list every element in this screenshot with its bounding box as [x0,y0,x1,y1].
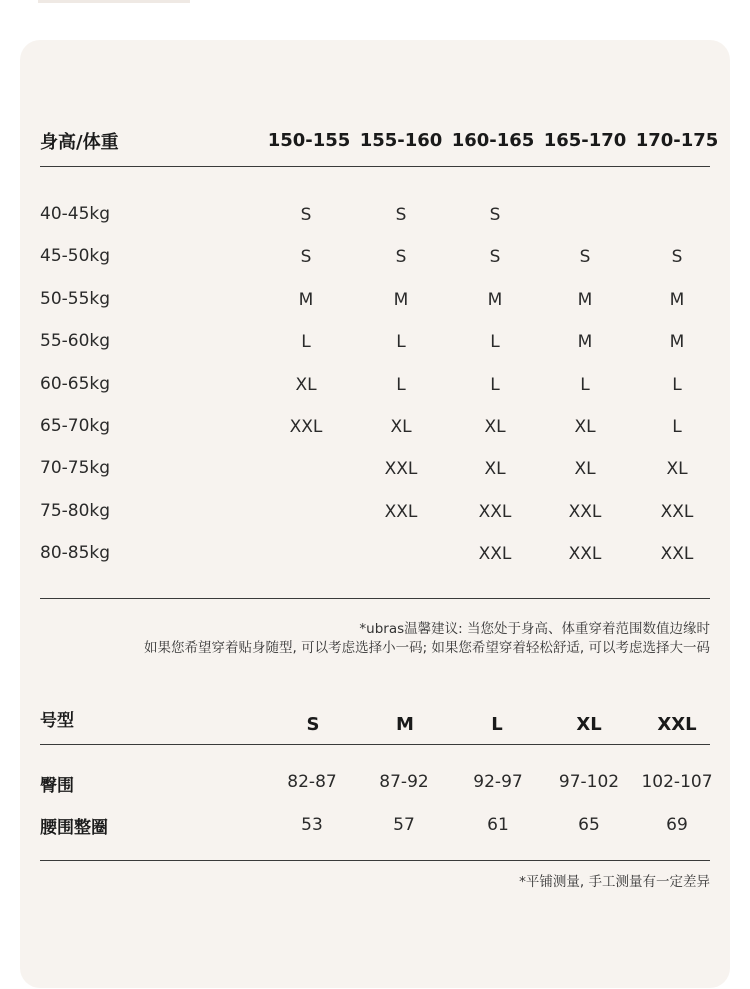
hip-value: 97-102 [558,772,620,792]
size-cell: M [577,332,593,352]
hip-value: 102-107 [641,772,713,792]
hip-label: 臀围 [40,776,74,796]
size-cell: XL [390,417,412,437]
fit-advice-note-line1: *ubras温馨建议: 当您处于身高、体重穿着范围数值边缘时 [359,621,710,637]
height-weight-corner-label: 身高/体重 [40,132,119,153]
height-range-header: 170-175 [635,130,719,151]
waist-label: 腰围整圈 [40,818,108,838]
size-cell: L [672,375,682,395]
size-cell: L [672,417,682,437]
weight-row-label: 80-85kg [40,543,111,563]
table-divider [40,598,710,599]
size-header: XXL [657,714,697,735]
size-cell: XXL [568,544,602,564]
size-cell: M [669,332,685,352]
size-cell: XL [574,459,596,479]
size-cell: L [580,375,590,395]
size-cell: XL [574,417,596,437]
size-cell: XXL [660,502,694,522]
size-cell: S [579,247,591,267]
top-decorative-strip [38,0,190,3]
size-code-corner-label: 号型 [40,711,74,731]
weight-row-label: 40-45kg [40,204,111,224]
measurements-bottom-divider [40,860,710,861]
weight-row-label: 65-70kg [40,416,111,436]
height-range-header: 160-165 [451,130,535,151]
size-cell: S [489,205,501,225]
size-cell: M [393,290,409,310]
size-chart-card [20,40,730,988]
size-header: L [491,714,503,735]
size-cell: XL [484,459,506,479]
waist-value: 69 [666,815,688,835]
size-cell: XXL [289,417,323,437]
size-header: S [306,714,320,735]
measurement-method-note: *平铺测量, 手工测量有一定差异 [519,874,710,890]
waist-value: 65 [578,815,600,835]
size-cell: S [671,247,683,267]
height-range-header: 165-170 [543,130,627,151]
size-cell: M [669,290,685,310]
size-cell: L [396,332,406,352]
size-header: XL [576,714,602,735]
size-cell: XL [666,459,688,479]
size-cell: XL [295,375,317,395]
size-cell: L [301,332,311,352]
size-cell: S [395,247,407,267]
size-cell: M [577,290,593,310]
size-cell: S [300,205,312,225]
size-cell: S [489,247,501,267]
size-cell: XL [484,417,506,437]
weight-row-label: 60-65kg [40,374,111,394]
size-cell: XXL [660,544,694,564]
weight-row-label: 75-80kg [40,501,111,521]
size-cell: M [487,290,503,310]
hip-value: 82-87 [287,772,337,792]
weight-row-label: 50-55kg [40,289,111,309]
size-cell: S [300,247,312,267]
hip-value: 92-97 [473,772,523,792]
size-cell: XXL [478,502,512,522]
size-cell: L [490,375,500,395]
size-cell: L [396,375,406,395]
waist-value: 61 [487,815,509,835]
hip-value: 87-92 [379,772,429,792]
size-cell: M [298,290,314,310]
waist-value: 53 [301,815,323,835]
size-cell: L [490,332,500,352]
size-cell: XXL [478,544,512,564]
size-cell: XXL [384,502,418,522]
size-cell: XXL [568,502,602,522]
waist-value: 57 [393,815,415,835]
size-cell: S [395,205,407,225]
height-range-header: 150-155 [267,130,351,151]
fit-advice-note-line2: 如果您希望穿着贴身随型, 可以考虑选择小一码; 如果您希望穿着轻松舒适, 可以考虑选择大一码 [143,640,710,656]
measurements-header-divider [40,744,710,745]
header-divider [40,166,710,167]
weight-row-label: 70-75kg [40,458,111,478]
size-header: M [396,714,414,735]
size-cell: XXL [384,459,418,479]
weight-row-label: 45-50kg [40,246,111,266]
height-range-header: 155-160 [359,130,443,151]
weight-row-label: 55-60kg [40,331,111,351]
